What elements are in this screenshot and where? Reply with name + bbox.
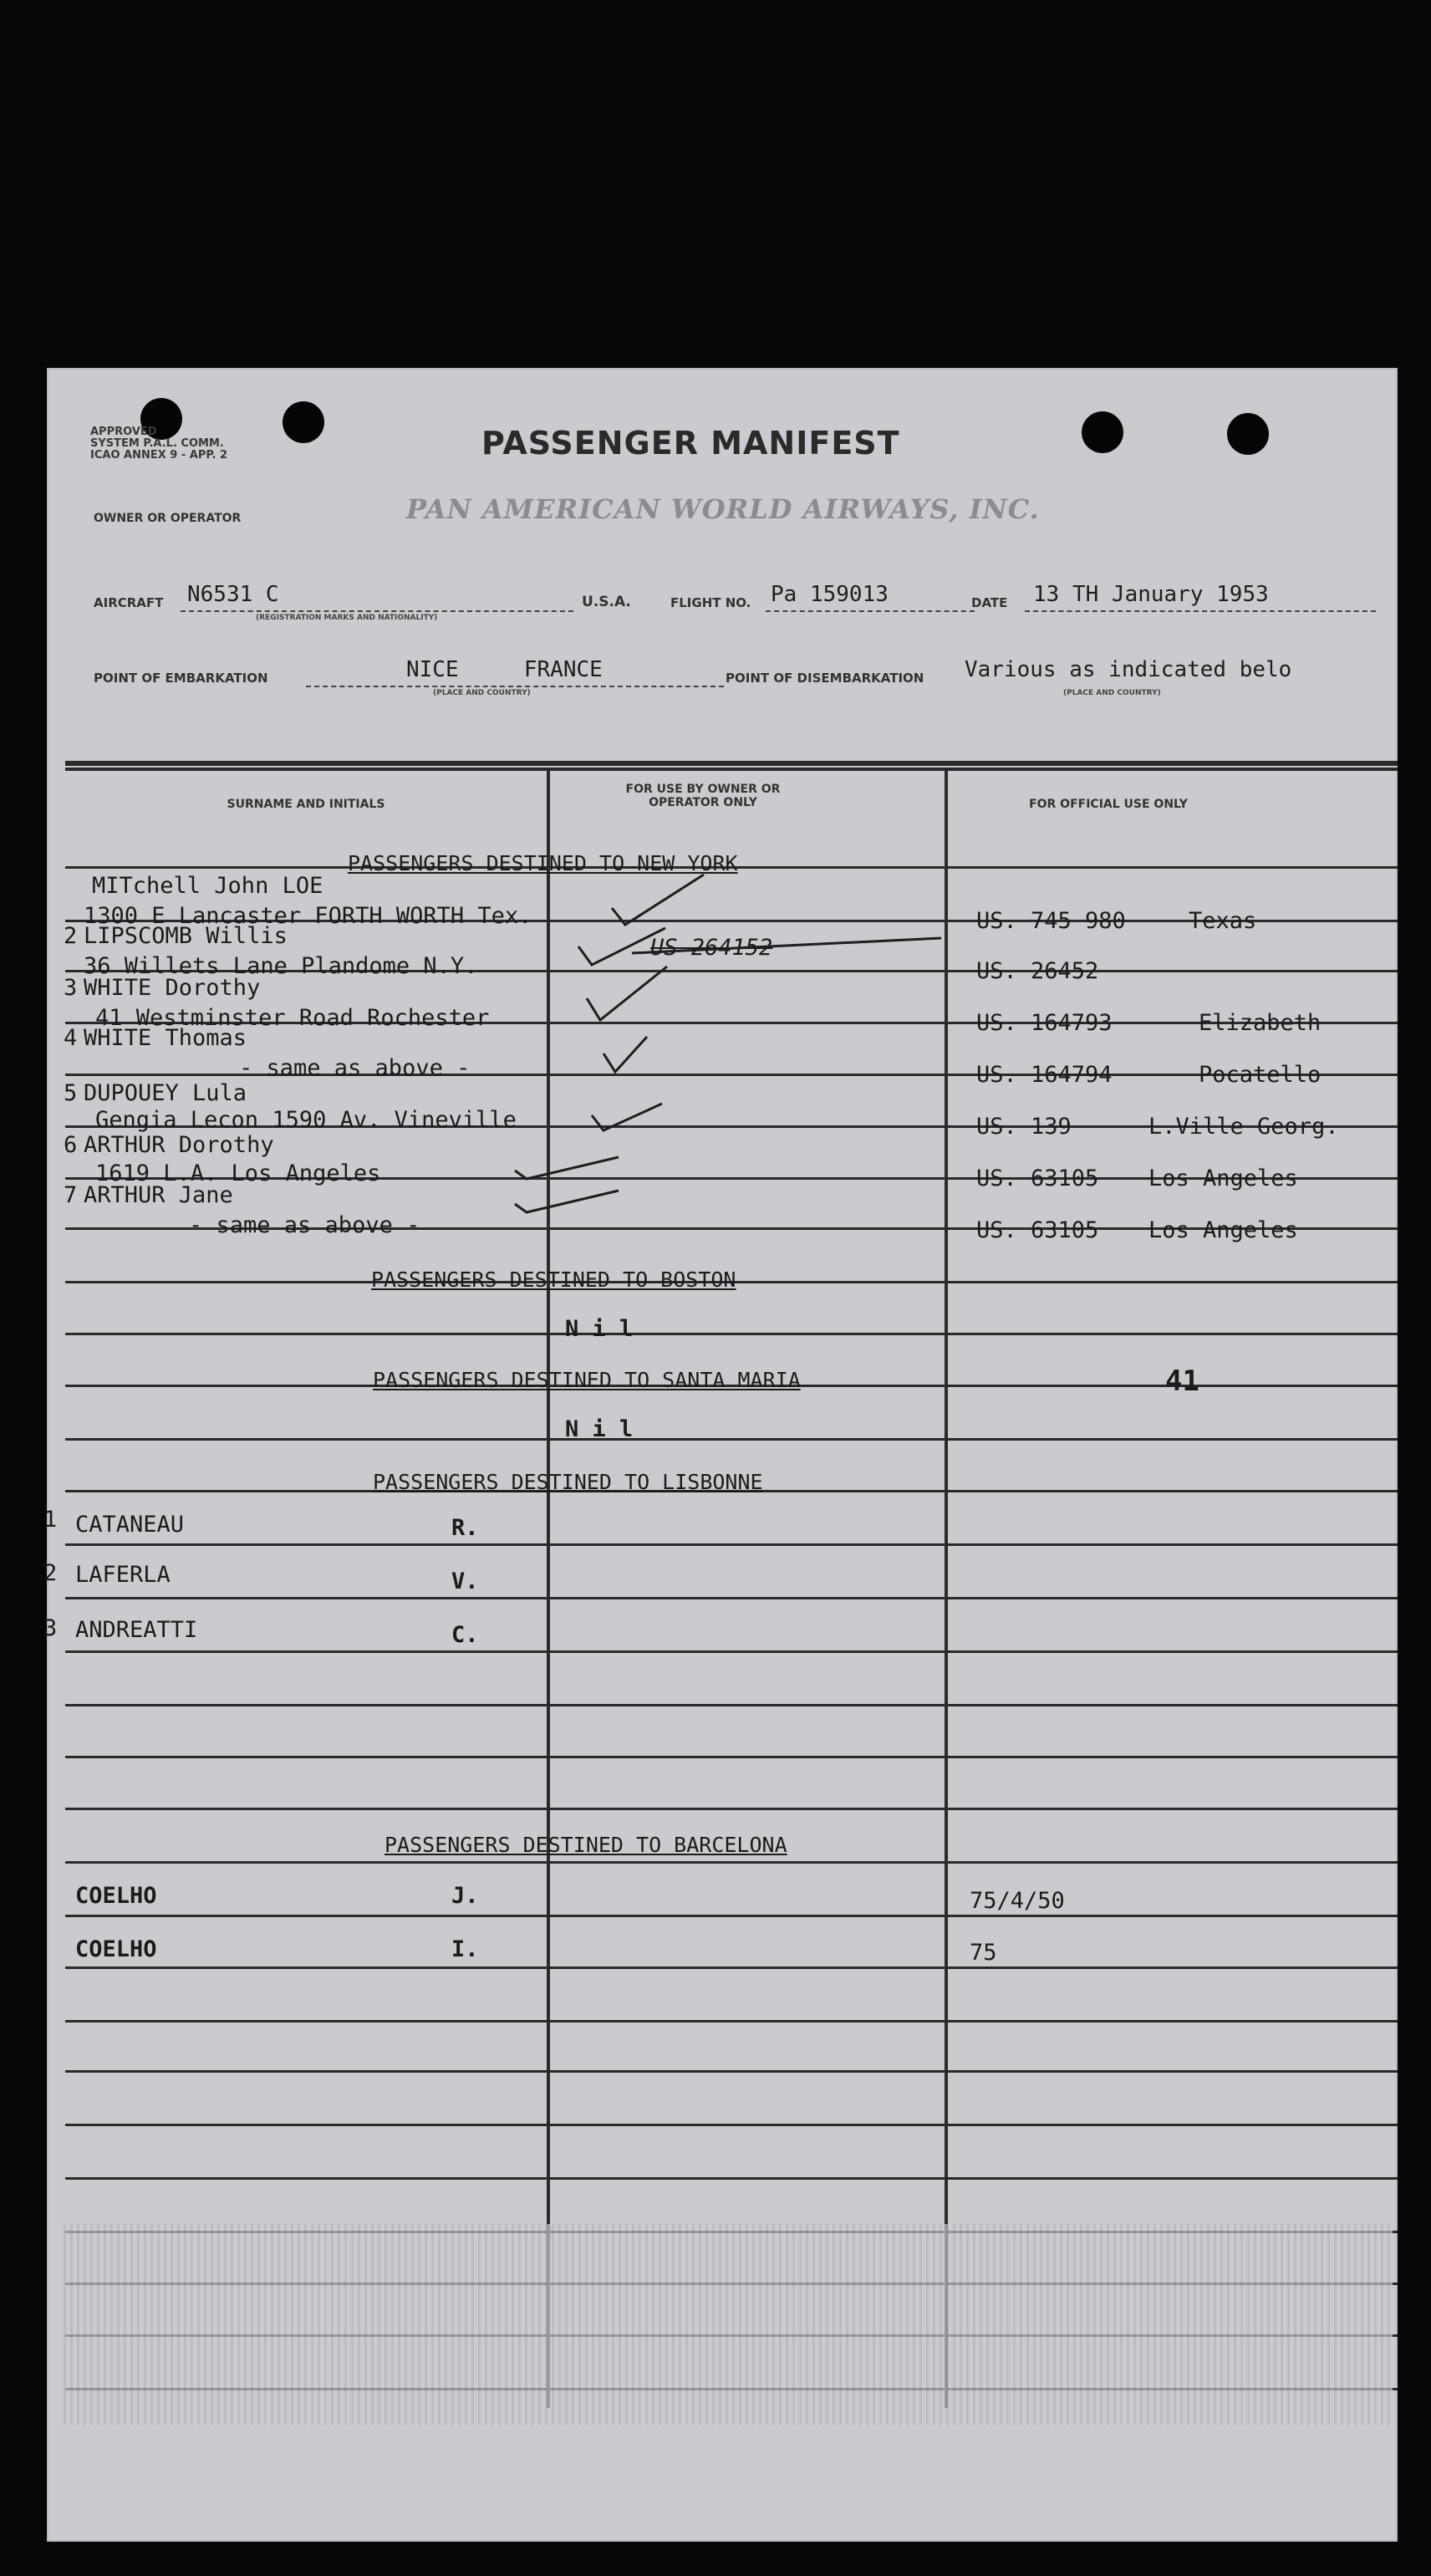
passenger-2-struck-doc: US 264152 (650, 935, 773, 961)
barcelona-1-doc: 75/4/50 (970, 1888, 1065, 1914)
ruled-line (65, 1808, 1398, 1810)
ruled-line (65, 1915, 1398, 1917)
ruled-line (65, 2124, 1398, 2126)
checkmark (578, 928, 665, 965)
barcelona-2-name: COELHO (75, 1936, 157, 1962)
passenger-5-num: 5 (64, 1080, 78, 1106)
checkmark (612, 875, 704, 925)
lisbon-3-initial: C. (451, 1622, 479, 1648)
embark-label: POINT OF EMBARKATION (94, 671, 268, 686)
strike-line (632, 938, 941, 953)
ruled-line (65, 2070, 1398, 2073)
col-owner-header: FOR USE BY OWNER OR OPERATOR ONLY (625, 783, 781, 809)
passenger-7-place: Los Angeles (1148, 1217, 1298, 1243)
passenger-5-name: DUPOUEY Lula (84, 1080, 247, 1106)
santa-maria-count: 41 (1165, 1365, 1199, 1398)
page-title: PASSENGER MANIFEST (481, 425, 900, 462)
passenger-7-name: ARTHUR Jane (84, 1182, 233, 1208)
lisbon-1-name: CATANEAU (75, 1512, 185, 1538)
aircraft-label: AIRCRAFT (94, 595, 164, 610)
col-name-header: SURNAME AND INITIALS (227, 798, 385, 811)
passenger-7-doc: US. 63105 (976, 1217, 1099, 1243)
owner-label: OWNER OR OPERATOR (94, 512, 242, 525)
barcelona-2-initial: I. (451, 1936, 479, 1962)
passenger-6-place: Los Angeles (1148, 1166, 1298, 1191)
ruled-line (65, 1966, 1398, 1969)
passenger-4-address: - same as above - (239, 1055, 471, 1081)
passenger-5-doc: US. 139 (976, 1114, 1072, 1140)
passenger-7-address: - same as above - (189, 1212, 420, 1238)
ruled-line (65, 1861, 1398, 1864)
manifest-sheet (43, 368, 1398, 2542)
passenger-4-doc: US. 164794 (976, 1062, 1113, 1088)
disembark-value: Various as indicated belo (965, 657, 1292, 682)
ruled-line (65, 1756, 1398, 1758)
passenger-2-num: 2 (64, 923, 78, 949)
check-marks (47, 368, 1398, 1288)
aircraft-sub: (REGISTRATION MARKS AND NATIONALITY) (256, 614, 438, 622)
passenger-3-doc: US. 164793 (976, 1010, 1113, 1036)
passenger-3-num: 3 (64, 975, 78, 1001)
col-official-header: FOR OFFICIAL USE ONLY (1029, 798, 1188, 811)
section-lisbon: PASSENGERS DESTINED TO LISBONNE (373, 1470, 763, 1494)
nationality: U.S.A. (582, 594, 631, 610)
smudge-area (64, 2224, 1393, 2425)
passenger-7-num: 7 (64, 1182, 78, 1208)
embark-sub: (PLACE AND COUNTRY) (433, 689, 531, 697)
approval-note: APPROVED SYSTEM P.A.L. COMM. ICAO ANNEX 9 - APP. 2 (90, 426, 227, 462)
checkmark (515, 1157, 619, 1179)
passenger-3-place: Elizabeth (1199, 1010, 1322, 1036)
passenger-6-doc: US. 63105 (976, 1166, 1099, 1191)
santa-maria-nil: N i l (565, 1416, 634, 1442)
date-label: DATE (971, 595, 1008, 610)
checkmark (587, 967, 667, 1020)
lisbon-1-initial: R. (451, 1515, 479, 1541)
checkmark (592, 1104, 662, 1130)
passenger-1-name: MITchell John LOE (92, 873, 323, 899)
flight-value: Pa 159013 (771, 582, 889, 607)
passenger-4-place: Pocatello (1199, 1062, 1322, 1088)
disembark-sub: (PLACE AND COUNTRY) (1063, 689, 1161, 697)
embark-value: NICE FRANCE (406, 657, 603, 682)
flight-label: FLIGHT NO. (670, 595, 751, 610)
passenger-3-address: 41 Westminster Road Rochester (95, 1005, 490, 1031)
ruled-line (65, 2020, 1398, 2023)
passenger-1-address: 1300 E Lancaster FORTH WORTH Tex. (84, 903, 532, 929)
passenger-5-address: Gengia Lecon 1590 Av. Vineville (95, 1107, 517, 1133)
passenger-6-address: 1619 L.A. Los Angeles (95, 1160, 381, 1186)
lisbon-1-num: 1 (43, 1507, 58, 1533)
checkmark (603, 1037, 647, 1072)
lisbon-2-num: 2 (43, 1560, 58, 1586)
passenger-6-name: ARTHUR Dorothy (84, 1132, 274, 1158)
passenger-2-name: LIPSCOMB Willis (84, 923, 288, 949)
passenger-1-doc: US. 745 980 (976, 908, 1126, 934)
passenger-4-name: WHITE Thomas (84, 1025, 247, 1051)
section-barcelona: PASSENGERS DESTINED TO BARCELONA (384, 1833, 787, 1857)
passenger-6-num: 6 (64, 1132, 78, 1158)
section-santa-maria: PASSENGERS DESTINED TO SANTA MARIA (373, 1368, 801, 1392)
passenger-1-place: Texas (1189, 908, 1257, 934)
barcelona-2-doc: 75 (970, 1940, 997, 1966)
section-new-york: PASSENGERS DESTINED TO NEW YORK (348, 851, 738, 875)
passenger-2-doc: US. 26452 (976, 958, 1099, 984)
section-boston: PASSENGERS DESTINED TO BOSTON (371, 1268, 736, 1292)
lisbon-2-name: LAFERLA (75, 1562, 171, 1588)
lisbon-3-name: ANDREATTI (75, 1617, 198, 1643)
ruled-line (65, 1597, 1398, 1599)
boston-nil: N i l (565, 1316, 634, 1342)
ruled-line (65, 2177, 1398, 2180)
lisbon-2-initial: V. (451, 1569, 479, 1594)
passenger-5-place: L.Ville Georg. (1148, 1114, 1339, 1140)
disembark-label: POINT OF DISEMBARKATION (726, 671, 924, 686)
ruled-line (65, 1438, 1398, 1441)
ruled-line (65, 1650, 1398, 1653)
barcelona-1-name: COELHO (75, 1883, 157, 1909)
ruled-line (65, 1333, 1398, 1335)
aircraft-value: N6531 C (187, 582, 279, 607)
passenger-2-address: 36 Willets Lane Plandome N.Y. (84, 953, 478, 979)
passenger-3-name: WHITE Dorothy (84, 975, 261, 1001)
ruled-line (65, 1543, 1398, 1546)
barcelona-1-initial: J. (451, 1883, 479, 1909)
passenger-4-num: 4 (64, 1025, 78, 1051)
checkmark (515, 1191, 619, 1212)
lisbon-3-num: 3 (43, 1615, 58, 1641)
company-name: PAN AMERICAN WORLD AIRWAYS, INC. (406, 493, 1040, 525)
ruled-line (65, 1704, 1398, 1706)
date-value: 13 TH January 1953 (1033, 582, 1269, 607)
